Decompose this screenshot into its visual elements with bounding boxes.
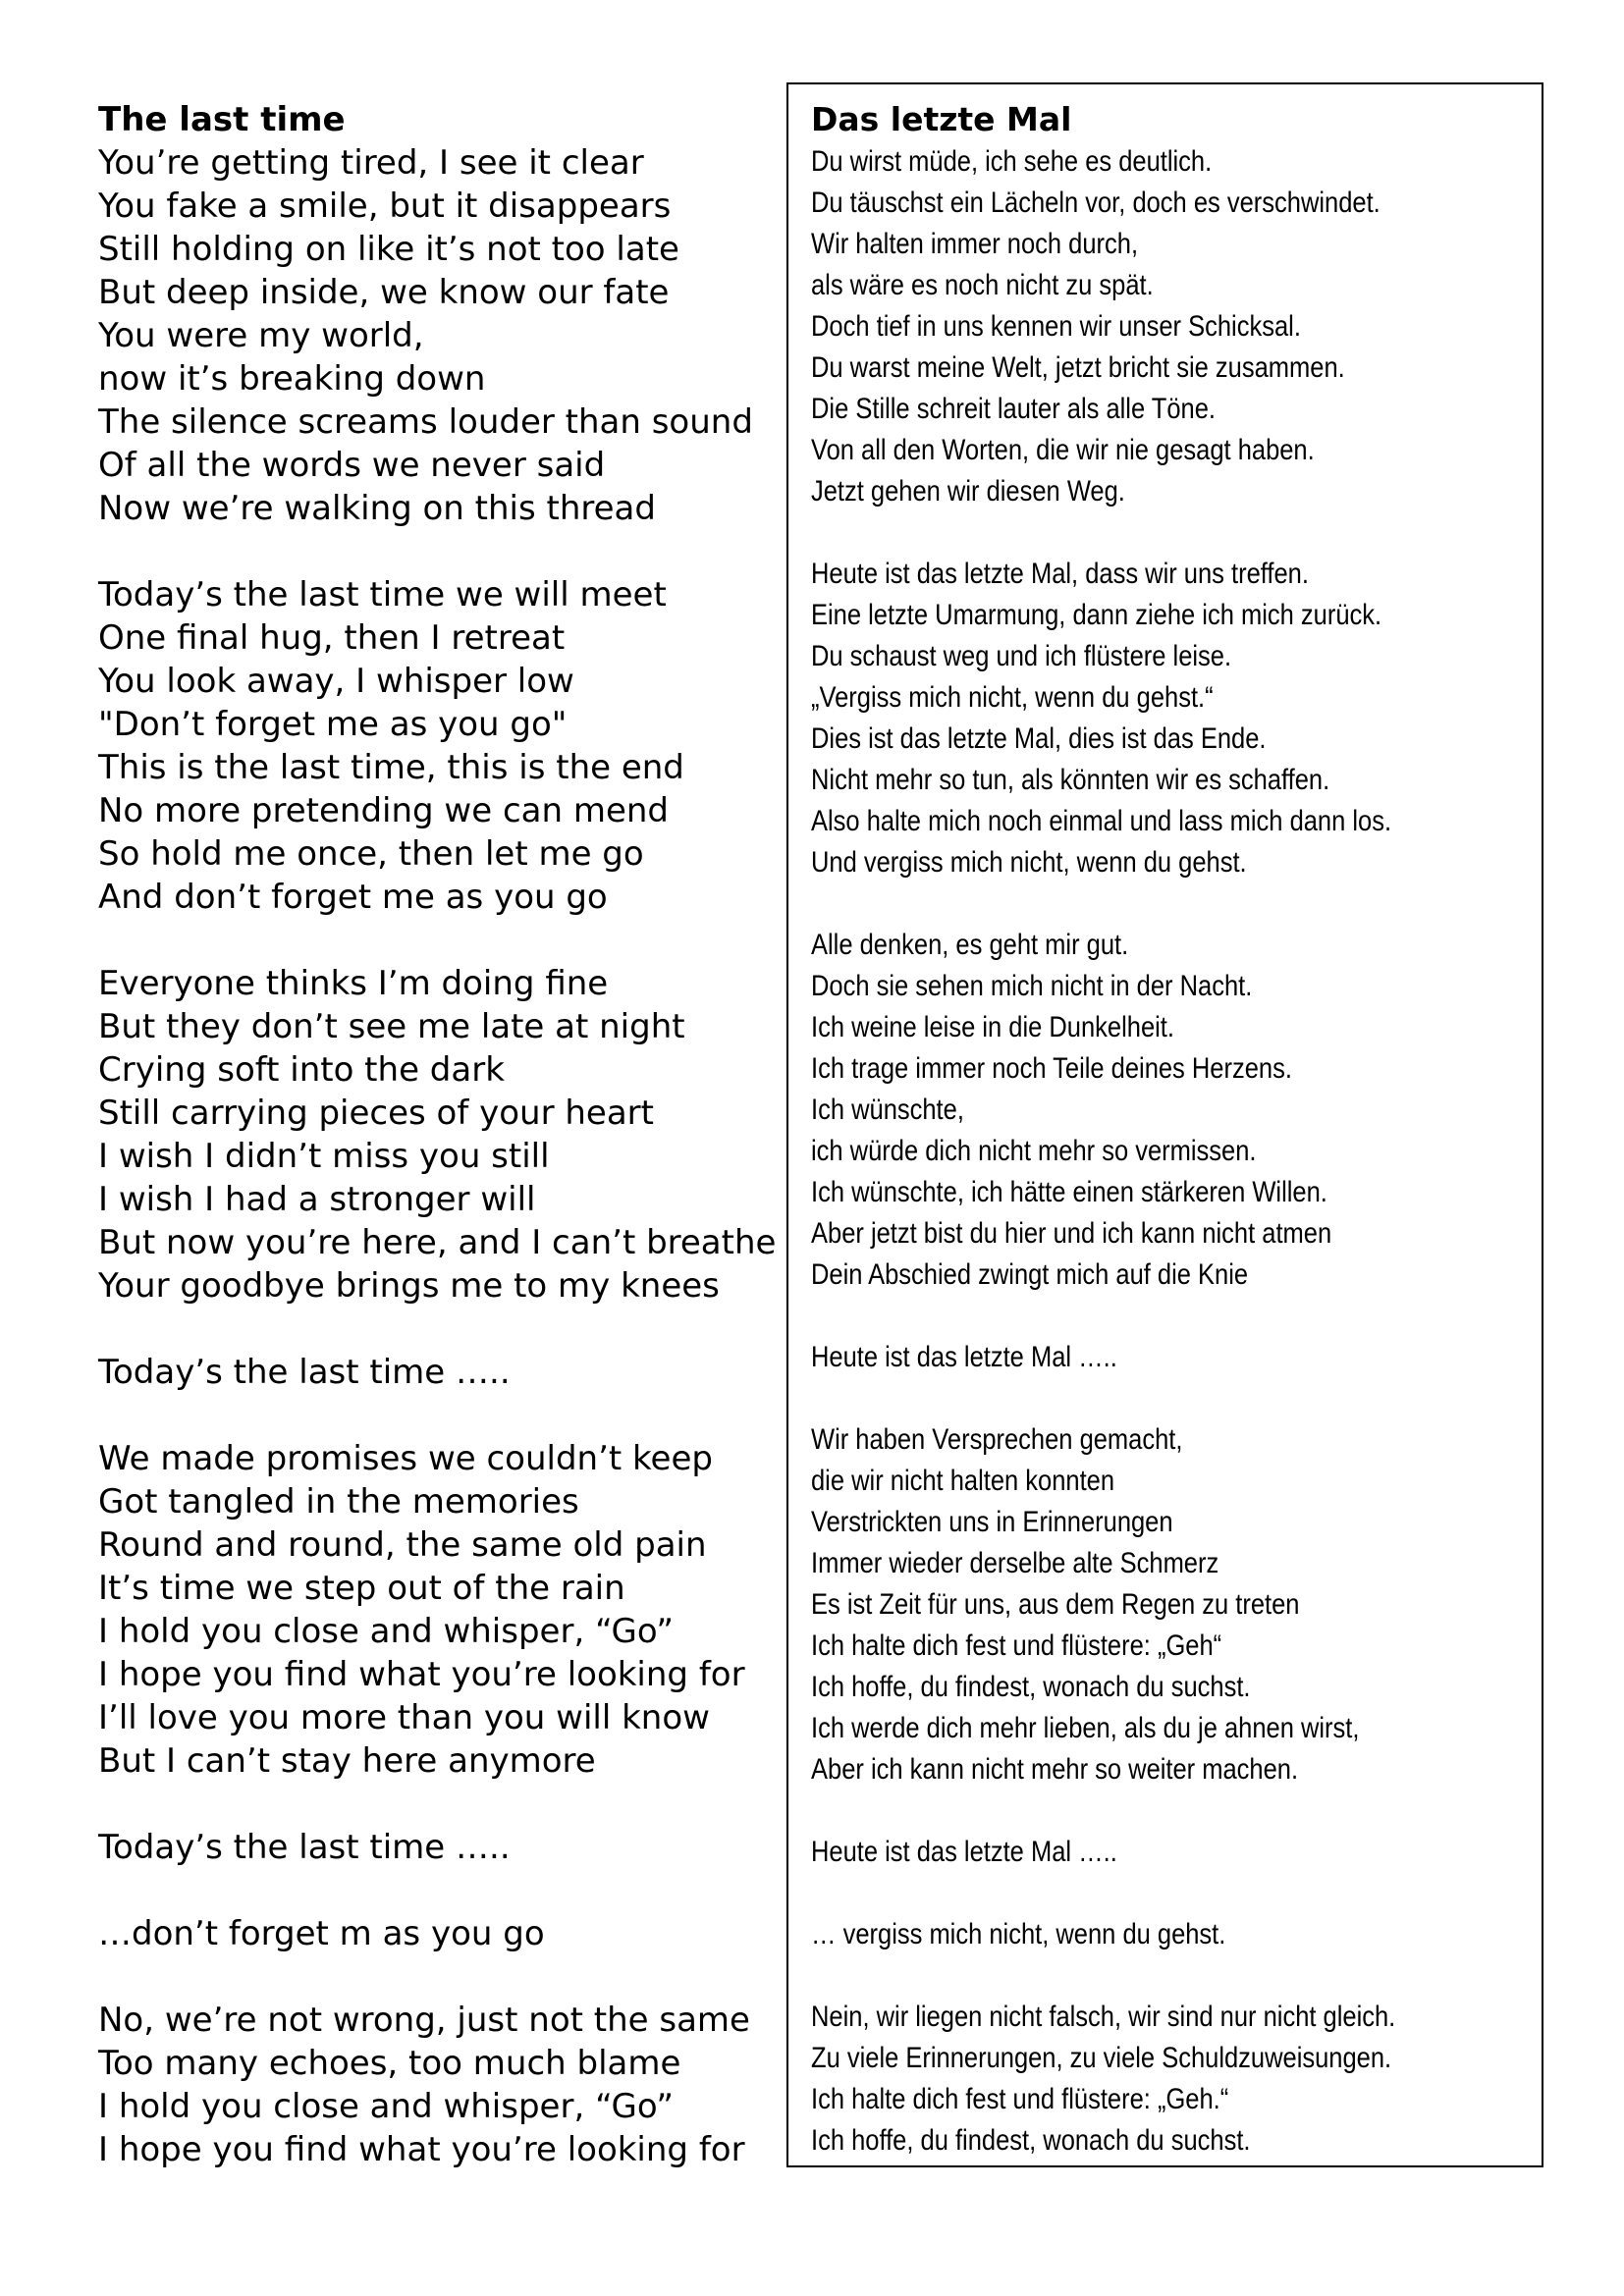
english-lyric-line: You’re getting tired, I see it clear — [98, 143, 644, 183]
english-lyric-line: You look away, I whisper low — [98, 662, 574, 701]
german-stanza — [811, 1997, 1429, 2162]
english-lyric-line: I hold you close and whisper, “Go” — [98, 1612, 675, 1651]
english-lyric-line: The silence screams louder than sound — [98, 402, 753, 442]
english-stanzas — [98, 141, 776, 2171]
german-lyric-line: Nein, wir liegen nicht falsch, wir sind nur nicht gleich. — [811, 2001, 1396, 2033]
english-lyric-line: You fake a smile, but it disappears — [98, 187, 672, 226]
german-stanzas — [811, 141, 1429, 2162]
german-lyric-line: Du wirst müde, ich sehe es deutlich. — [811, 145, 1213, 178]
german-lyric-line: Dein Abschied zwingt mich auf die Knie — [811, 1258, 1249, 1291]
english-title: The last time — [98, 100, 346, 139]
german-lyric-line: Es ist Zeit für uns, aus dem Regen zu treten — [811, 1588, 1300, 1621]
english-lyric-line: You were my world, — [98, 316, 424, 355]
german-lyric-line: Von all den Worten, die wir nie gesagt haben. — [811, 434, 1315, 466]
german-lyric-line: Also halte mich noch einmal und lass mich dann los. — [811, 805, 1392, 837]
english-lyric-line: Too many echoes, too much blame — [98, 2044, 681, 2083]
english-stanza — [98, 1351, 776, 1394]
english-lyric-line: I’ll love you more than you will know — [98, 1698, 710, 1737]
english-lyric-line: But now you’re here, and I can’t breathe — [98, 1223, 777, 1262]
english-lyric-line: It’s time we step out of the rain — [98, 1569, 625, 1608]
english-lyric-line: Today’s the last time ….. — [98, 1828, 511, 1867]
english-lyric-line: "Don’t forget me as you go" — [98, 705, 568, 744]
german-lyric-line: „Vergiss mich nicht, wenn du gehst.“ — [811, 681, 1214, 714]
german-lyric-line: Doch sie sehen mich nicht in der Nacht. — [811, 970, 1253, 1002]
english-lyric-line: I hold you close and whisper, “Go” — [98, 2087, 675, 2126]
german-lyric-line: Ich halte dich fest und flüstere: „Geh“ — [811, 1629, 1222, 1662]
german-lyrics — [811, 98, 1429, 2162]
english-lyric-line: Got tangled in the memories — [98, 1482, 579, 1522]
german-lyric-line: Und vergiss mich nicht, wenn du gehst. — [811, 846, 1247, 879]
german-lyric-line: Ich halte dich fest und flüstere: „Geh.“ — [811, 2083, 1229, 2115]
german-lyric-line: Ich hoffe, du findest, wonach du suchst. — [811, 2124, 1251, 2157]
english-lyric-line: Still carrying pieces of your heart — [98, 1094, 654, 1133]
german-lyric-line: Ich wünschte, ich hätte einen stärkeren Willen. — [811, 1176, 1327, 1208]
english-stanza — [98, 1437, 776, 1783]
english-lyrics — [98, 98, 776, 2171]
german-lyric-line: Immer wieder derselbe alte Schmerz — [811, 1547, 1219, 1579]
english-lyric-line: And don’t forget me as you go — [98, 878, 608, 917]
german-lyric-line: Aber ich kann nicht mehr so weiter machen. — [811, 1753, 1299, 1786]
english-stanza — [98, 1826, 776, 1869]
german-lyric-line: Heute ist das letzte Mal, dass wir uns treffen. — [811, 558, 1309, 590]
english-lyric-line: Today’s the last time ….. — [98, 1353, 511, 1392]
english-lyric-line: I hope you find what you’re looking for — [98, 2130, 745, 2169]
english-stanza — [98, 141, 776, 530]
german-stanza — [811, 1914, 1429, 1955]
german-stanza — [811, 141, 1429, 512]
german-lyric-line: Ich wünschte, — [811, 1094, 964, 1126]
german-lyric-line: Eine letzte Umarmung, dann ziehe ich mich zurück. — [811, 599, 1382, 631]
english-lyric-line: No, we’re not wrong, just not the same — [98, 2001, 750, 2040]
german-lyric-line: Aber jetzt bist du hier und ich kann nicht atmen — [811, 1217, 1332, 1250]
german-lyric-line: Wir haben Versprechen gemacht, — [811, 1423, 1183, 1456]
german-lyric-line: Doch tief in uns kennen wir unser Schicksal. — [811, 310, 1301, 343]
german-lyric-line: Du täuschst ein Lächeln vor, doch es verschwindet. — [811, 187, 1380, 219]
german-stanza — [811, 1832, 1429, 1873]
german-translation-box — [786, 82, 1543, 2167]
german-lyric-line: als wäre es noch nicht zu spät. — [811, 269, 1154, 301]
english-lyric-line: We made promises we couldn’t keep — [98, 1439, 713, 1478]
german-lyric-line: ich würde dich nicht mehr so vermissen. — [811, 1135, 1257, 1167]
english-lyric-line: But they don’t see me late at night — [98, 1007, 685, 1046]
german-stanza — [811, 925, 1429, 1296]
german-title: Das letzte Mal — [811, 100, 1072, 138]
english-stanza — [98, 1999, 776, 2171]
english-lyric-line: I hope you find what you’re looking for — [98, 1655, 745, 1694]
english-lyric-line: Crying soft into the dark — [98, 1050, 505, 1090]
english-lyric-line: But deep inside, we know our fate — [98, 273, 670, 312]
english-lyric-line: I wish I had a stronger will — [98, 1180, 536, 1219]
german-lyric-line: Nicht mehr so tun, als könnten wir es schaffen. — [811, 764, 1330, 796]
english-lyric-line: …don’t forget m as you go — [98, 1914, 545, 1953]
german-lyric-line: Die Stille schreit lauter als alle Töne. — [811, 393, 1216, 425]
german-lyric-line: die wir nicht halten konnten — [811, 1465, 1115, 1497]
german-stanza — [811, 554, 1429, 883]
english-lyric-line: I wish I didn’t miss you still — [98, 1137, 550, 1176]
english-lyric-line: This is the last time, this is the end — [98, 748, 684, 787]
german-lyric-line: Du warst meine Welt, jetzt bricht sie zusammen. — [811, 351, 1345, 384]
english-lyric-line: But I can’t stay here anymore — [98, 1741, 596, 1781]
english-lyric-line: Today’s the last time we will meet — [98, 575, 667, 614]
german-lyric-line: Ich weine leise in die Dunkelheit. — [811, 1011, 1174, 1043]
english-stanza — [98, 1912, 776, 1955]
english-lyric-line: Now we’re walking on this thread — [98, 489, 656, 528]
english-stanza — [98, 962, 776, 1308]
english-lyric-line: Of all the words we never said — [98, 446, 606, 485]
german-lyric-line: Dies ist das letzte Mal, dies ist das Ende. — [811, 722, 1267, 755]
german-lyric-line: Wir halten immer noch durch, — [811, 228, 1139, 260]
german-stanza — [811, 1419, 1429, 1790]
german-lyric-line: Verstrickten uns in Erinnerungen — [811, 1506, 1173, 1538]
english-lyric-line: So hold me once, then let me go — [98, 834, 644, 874]
german-lyric-line: Ich hoffe, du findest, wonach du suchst. — [811, 1671, 1251, 1703]
english-lyric-line: Everyone thinks I’m doing fine — [98, 964, 609, 1003]
german-lyric-line: … vergiss mich nicht, wenn du gehst. — [811, 1918, 1226, 1950]
german-lyric-line: Heute ist das letzte Mal ….. — [811, 1341, 1117, 1373]
english-stanza — [98, 573, 776, 919]
german-lyric-line: Zu viele Erinnerungen, zu viele Schuldzuweisungen. — [811, 2042, 1392, 2074]
english-lyric-line: No more pretending we can mend — [98, 791, 670, 830]
english-lyric-line: Round and round, the same old pain — [98, 1525, 707, 1565]
english-lyric-line: Still holding on like it’s not too late — [98, 230, 679, 269]
english-lyric-line: now it’s breaking down — [98, 359, 486, 399]
german-stanza — [811, 1337, 1429, 1378]
german-lyric-line: Ich trage immer noch Teile deines Herzens. — [811, 1052, 1292, 1085]
german-lyric-line: Alle denken, es geht mir gut. — [811, 929, 1129, 961]
german-lyric-line: Du schaust weg und ich flüstere leise. — [811, 640, 1232, 672]
german-lyric-line: Jetzt gehen wir diesen Weg. — [811, 475, 1125, 507]
german-lyric-line: Ich werde dich mehr lieben, als du je ahnen wirst, — [811, 1712, 1360, 1744]
english-lyric-line: One final hug, then I retreat — [98, 618, 566, 658]
english-lyric-line: Your goodbye brings me to my knees — [98, 1266, 720, 1306]
german-lyric-line: Heute ist das letzte Mal ….. — [811, 1836, 1117, 1868]
